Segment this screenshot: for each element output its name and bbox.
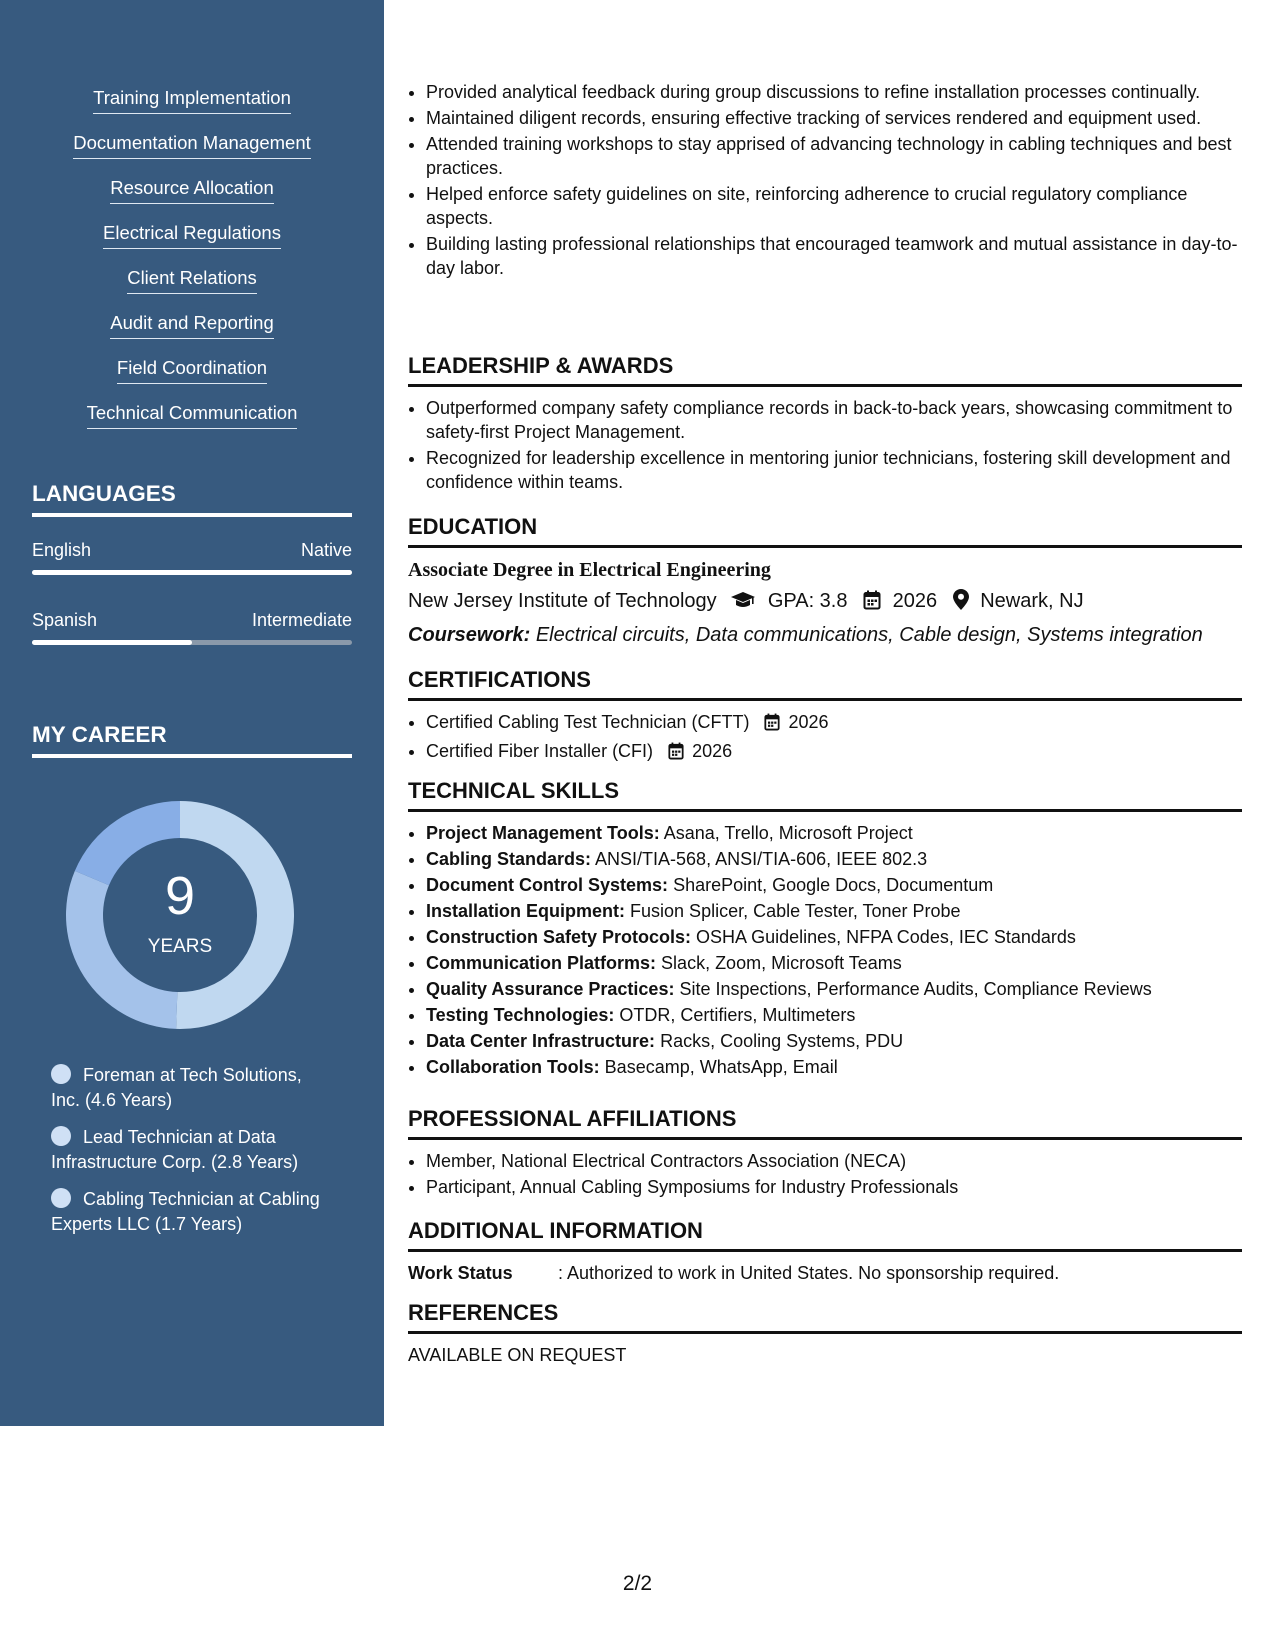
section-heading: TECHNICAL SKILLS [408,777,1242,812]
leadership-bullet: • Recognized for leadership excellence in mentoring junior technicians, fostering skill development and confidence within teams. [426,446,1242,494]
skill-category: Collaboration Tools: [426,1057,600,1077]
skill-row [426,1003,1242,1027]
education-section [408,513,1242,648]
skill-row [426,1055,1242,1079]
coursework-list: Electrical circuits, Data communications, Cable design, Systems integration [535,624,1203,646]
skills-list [0,86,384,446]
certification-name: Certified Fiber Installer (CFI) [426,741,654,761]
certification-year: 2026 [788,712,829,732]
donut-center [66,801,294,1029]
technical-skills-list [408,821,1242,1079]
skill-category: Document Control Systems: [426,875,669,895]
language-level: Native [300,540,352,560]
skill-row [426,925,1242,949]
career-years-label: YEARS [147,936,213,957]
language-name: Spanish [32,610,98,630]
section-heading: REFERENCES [408,1299,1242,1334]
certification-item [426,739,1242,766]
career-dot-icon [51,1064,71,1084]
section-heading: CERTIFICATIONS [408,666,1242,701]
skill-item [0,86,384,131]
language-bar [32,640,352,645]
skill-category: Project Management Tools: [426,823,660,843]
affiliation-item: • Participant, Annual Cabling Symposiums for Industry Professionals [426,1175,1242,1199]
language-bar [32,570,352,575]
skill-category: Quality Assurance Practices: [426,979,675,999]
career-dot-icon [51,1188,71,1208]
work-status-row [408,1261,1242,1285]
career-dot-icon [51,1126,71,1146]
skill-item [0,401,384,446]
skill-link[interactable]: Electrical Regulations [103,221,281,249]
affiliations-section [408,1105,1242,1201]
career-entry [51,1187,331,1236]
skill-category: Installation Equipment: [426,901,626,921]
language-name: English [32,540,92,560]
coursework-label: Coursework: [408,624,531,646]
additional-info-section [408,1217,1242,1285]
language-row [32,610,352,631]
leadership-list [408,396,1242,494]
skill-category: Construction Safety Protocols: [426,927,692,947]
certification-item [426,710,1242,737]
graduation-cap-icon [730,590,756,617]
skill-link[interactable]: Training Implementation [93,86,291,114]
skill-item [0,221,384,266]
skill-link[interactable]: Resource Allocation [110,176,274,204]
experience-bullet: • Helped enforce safety guidelines on site, reinforcing adherence to crucial regulatory compliance aspects. [426,182,1242,230]
skill-link[interactable]: Client Relations [127,266,257,294]
degree-title: Associate Degree in Electrical Engineering [408,559,771,581]
experience-bullet: • Provided analytical feedback during group discussions to refine installation processes continually. [426,80,1242,104]
skill-row [426,977,1242,1001]
career-entry-label: Cabling Technician at Cabling Experts LLC (1.7 Years) [51,1189,320,1234]
language-bar-fill [32,570,352,575]
skill-item [0,176,384,221]
skill-values: Site Inspections, Performance Audits, Compliance Reviews [679,979,1152,999]
school-name: New Jersey Institute of Technology [408,590,717,612]
skill-category: Testing Technologies: [426,1005,615,1025]
experience-bullet: • Maintained diligent records, ensuring effective tracking of services rendered and equipment used. [426,106,1242,130]
calendar-icon [668,742,684,766]
skill-row [426,1029,1242,1053]
certifications-list [408,710,1242,766]
skill-row [426,951,1242,975]
language-row [32,540,352,561]
career-entry [51,1063,331,1112]
languages-heading: LANGUAGES [32,480,352,517]
leadership-bullet: • Outperformed company safety compliance records in back-to-back years, showcasing commitment to safety-first Project Management. [426,396,1242,444]
skill-link[interactable]: Documentation Management [73,131,311,159]
section-heading: LEADERSHIP & AWARDS [408,352,1242,387]
career-entry-label: Foreman at Tech Solutions, Inc. (4.6 Years) [51,1065,302,1110]
career-total-years: 9 [164,866,196,926]
skill-values: OTDR, Certifiers, Multimeters [619,1005,856,1025]
skill-category: Data Center Infrastructure: [426,1031,656,1051]
calendar-icon [863,590,881,617]
skill-category: Cabling Standards: [426,849,592,869]
affiliations-list [408,1149,1242,1199]
graduation-year: 2026 [892,590,938,612]
skill-link[interactable]: Technical Communication [87,401,298,429]
references-text: AVAILABLE ON REQUEST [408,1345,627,1365]
certification-year: 2026 [692,741,733,761]
skill-values: Fusion Splicer, Cable Tester, Toner Probe [630,901,961,921]
language-level: Intermediate [251,610,352,630]
language-bar-fill [32,640,192,645]
skill-values: ANSI/TIA-568, ANSI/TIA-606, IEEE 802.3 [595,849,928,869]
certification-name: Certified Cabling Test Technician (CFTT) [426,712,750,732]
skill-values: OSHA Guidelines, NFPA Codes, IEC Standards [696,927,1076,947]
education-location: Newark, NJ [980,590,1084,612]
sidebar [0,0,384,1426]
skill-link[interactable]: Field Coordination [117,356,267,384]
technical-skills-section [408,777,1242,1081]
skill-category: Communication Platforms: [426,953,657,973]
leadership-section [408,352,1242,496]
skill-values: Basecamp, WhatsApp, Email [604,1057,838,1077]
references-section [408,1299,1242,1367]
coursework [408,622,1242,648]
skill-row [426,899,1242,923]
experience-bullet: • Building lasting professional relationships that encouraged teamwork and mutual assistance in day-to-day labor. [426,232,1242,280]
certifications-section [408,666,1242,768]
career-entry [51,1125,331,1174]
gpa: GPA: 3.8 [767,590,848,612]
section-heading: PROFESSIONAL AFFILIATIONS [408,1105,1242,1140]
experience-bullet: • Attended training workshops to stay apprised of advancing technology in cabling techniques and best practices. [426,132,1242,180]
education-details [408,588,1242,617]
work-status-value: : Authorized to work in United States. No sponsorship required. [558,1263,1060,1283]
skill-item [0,266,384,311]
skill-values: Asana, Trello, Microsoft Project [663,823,913,843]
skill-row [426,873,1242,897]
experience-continuation [408,80,1242,282]
experience-list [408,80,1242,280]
skill-item [0,311,384,356]
skill-link[interactable]: Audit and Reporting [110,311,274,339]
skill-row [426,847,1242,871]
skill-values: SharePoint, Google Docs, Documentum [673,875,994,895]
section-heading: ADDITIONAL INFORMATION [408,1217,1242,1252]
section-heading: EDUCATION [408,513,1242,548]
map-pin-icon [953,589,969,617]
skill-row [426,821,1242,845]
skill-item [0,131,384,176]
skill-values: Racks, Cooling Systems, PDU [660,1031,904,1051]
career-heading: MY CAREER [32,721,352,758]
page-number: 2/2 [622,1572,653,1595]
career-entry-label: Lead Technician at Data Infrastructure Corp. (2.8 Years) [51,1127,299,1172]
calendar-icon [764,713,780,737]
skill-item [0,356,384,401]
affiliation-item: • Member, National Electrical Contractors Association (NECA) [426,1149,1242,1173]
work-status-label: Work Status [408,1263,513,1283]
skill-values: Slack, Zoom, Microsoft Teams [661,953,902,973]
